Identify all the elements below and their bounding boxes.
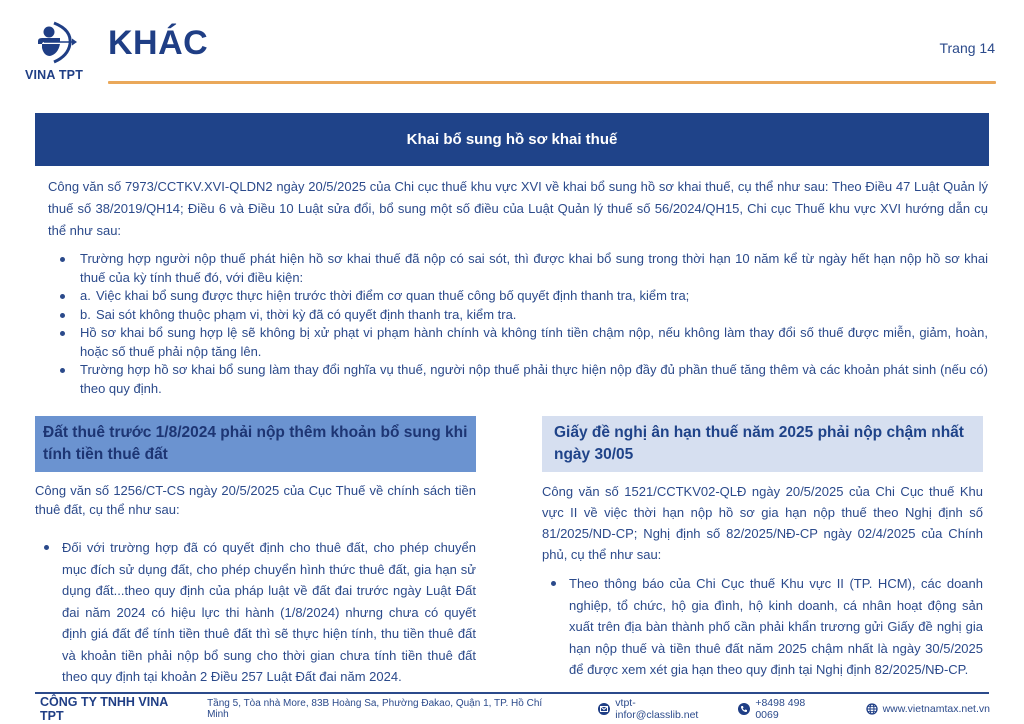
bullet-text: Hồ sơ khai bổ sung hợp lệ sẽ không bị xử phạt vi phạm hành chính và không tính tiền chậm nộp, nếu không làm thay đổi số thuế được miễn, giảm, hoàn, hoặc số thuế phải nộp tăng lên. (80, 325, 988, 359)
mail-icon (598, 703, 610, 715)
globe-icon (866, 703, 878, 715)
archer-logo-icon (30, 20, 78, 64)
page-number: Trang 14 (939, 40, 995, 56)
sub-list-item-b (58, 306, 988, 325)
left-intro-paragraph: Công văn số 1256/CT-CS ngày 20/5/2025 của Cục Thuế về chính sách tiền thuê đất, cụ thể như sau: (35, 483, 476, 517)
right-intro-paragraph: Công văn số 1521/CCTKV02-QLĐ ngày 20/5/2025 của Chi Cục thuế Khu vực II về việc thời hạn nộp hồ sơ gia hạn nộp thuế theo Nghị định số 81/2025/ND-CP; Nghị định số 82/2025/NĐ-CP ngày 02/4/2025 của Chính phủ, cụ thể như sau: (542, 484, 983, 562)
phone-contact[interactable] (738, 697, 830, 721)
list-item (58, 361, 988, 398)
sub-text: Sai sót không thuộc phạm vi, thời kỳ đã có quyết định thanh tra, kiểm tra. (96, 306, 517, 322)
footer (40, 695, 990, 723)
bullet-text: Trường hợp người nộp thuế phát hiện hồ sơ khai thuế đã nộp có sai sót, thì được khai bổ sung trong thời hạn 10 năm kể từ ngày hết hạn nộp hồ sơ khai thuế của kỳ tính thuế đó, với điều kiện: (80, 251, 988, 285)
main-intro-paragraph: Công văn số 7973/CCTKV.XVI-QLDN2 ngày 20/5/2025 của Chi cục thuế khu vực XVI về khai bổ sung hồ sơ khai thuế, cụ thể như sau: Theo Điều 47 Luật Quản lý thuế số 38/2019/QH14; Điều 6 và Điều 10 Luật sửa đổi, bổ sung một số điều của Luật Quản lý thuế số 56/2024/QH15, Chi cục Thuế khu vực XVI hướng dẫn cụ thể như sau: (48, 179, 988, 238)
email-contact[interactable] (598, 697, 717, 721)
bullet-text: Trường hợp hồ sơ khai bổ sung làm thay đổi nghĩa vụ thuế, người nộp thuế phải thực hiện nộp đầy đủ phần thuế tăng thêm và các khoản phát sinh (nếu có) theo quy định. (80, 362, 988, 396)
logo-text: VINA TPT (24, 68, 84, 82)
company-address: Tầng 5, Tòa nhà More, 83B Hoàng Sa, Phường Đakao, Quận 1, TP. Hồ Chí Minh (207, 698, 543, 720)
list-item (58, 250, 988, 287)
website-link[interactable]: www.vietnamtax.net.vn (882, 703, 990, 715)
sub-marker: b. (80, 306, 91, 322)
phone-number[interactable]: +8498 498 0069 (755, 697, 806, 721)
left-section-title: Đất thuê trước 1/8/2024 phải nộp thêm khoản bổ sung khi tính tiền thuê đất (43, 424, 468, 463)
list-item (58, 324, 988, 361)
right-section-header (542, 416, 983, 472)
website-contact[interactable] (866, 703, 990, 715)
main-bullet-list (58, 250, 988, 398)
left-bullet-list (42, 537, 476, 688)
email-link[interactable]: vtpt-infor@classlib.net (615, 697, 699, 721)
list-item: Đối với trường hợp đã có quyết định cho thuê đất, cho phép chuyển mục đích sử dụng đất, cho phép chuyển hình thức thuê đất, gia hạn sử dụng đất...theo quy định của pháp luật về đất đai trước ngày Luật Đất đai năm 2024 có hiệu lực thi hành (1/8/2024) nhưng chưa có quyết định giá đất để tính tiền thuê đất thì sẽ thực hiện tính, thu tiền thuê đất và khoản tiền phải nộp bổ sung cho thời gian chưa tính tiền thuê đất theo quy định tại khoản 2 Điều 257 Luật Đất đai năm 2024. (42, 537, 476, 688)
sub-list-item-a (58, 287, 988, 306)
right-bullet-list (549, 573, 983, 681)
company-name: CÔNG TY TNHH VINA TPT (40, 695, 168, 723)
sub-text: Việc khai bổ sung được thực hiện trước thời điểm cơ quan thuế công bố quyết định thanh tra, kiểm tra; (96, 288, 690, 303)
list-item: Theo thông báo của Chi Cục thuế Khu vực II (TP. HCM), các doanh nghiệp, tổ chức, hộ gia đình, hộ kinh doanh, cá nhân hoạt động sản xuất trên địa bàn thành phố cần phải khẩn trương gửi Giấy đề nghị gia hạn nộp thuế và tiền thuê đất năm 2025 chậm nhất là ngày 30/5/2025 để được xem xét gia hạn theo quy định tại Nghị định 82/2025/NĐ-CP. (549, 573, 983, 681)
phone-icon (738, 703, 750, 715)
sub-marker: a. (80, 288, 91, 303)
left-section-header (35, 416, 476, 472)
banner-title: Khai bổ sung hồ sơ khai thuế (406, 131, 618, 148)
header-divider (108, 81, 996, 84)
section-banner (35, 113, 989, 166)
company-logo (18, 20, 90, 82)
page-title: KHÁC (108, 24, 209, 62)
right-section-title: Giấy đề nghị ân hạn thuế năm 2025 phải nộp chậm nhất ngày 30/05 (554, 424, 964, 463)
footer-divider (35, 692, 989, 694)
